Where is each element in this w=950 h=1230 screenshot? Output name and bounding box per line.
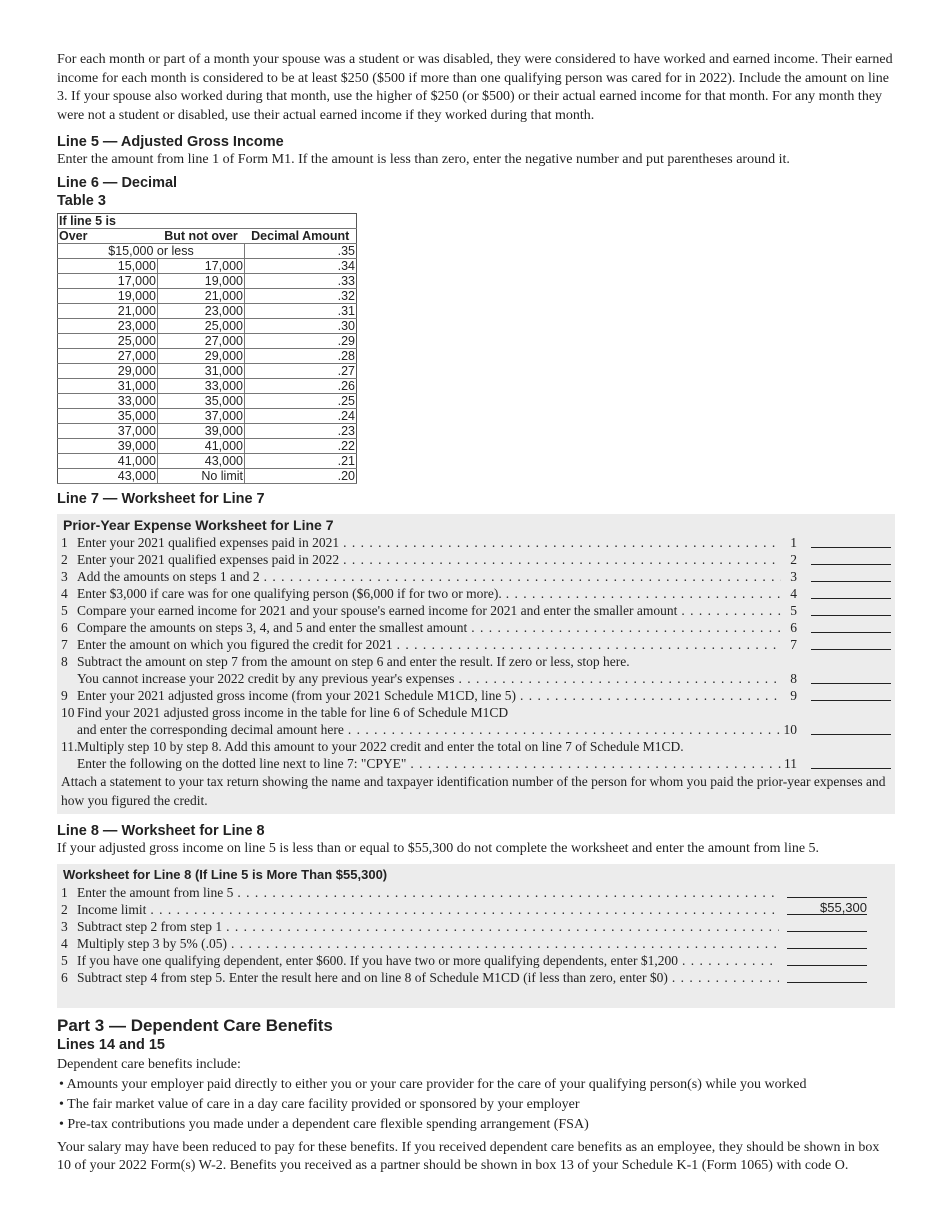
step-text-continued: You cannot increase your 2022 credit by any previous year's expenses — [77, 670, 455, 686]
worksheet-step — [61, 901, 867, 918]
but-not-over-cell: 39,000 — [158, 423, 245, 438]
step-text: If you have one qualifying dependent, enter $600. If you have two or more qualifying dependents, enter $1,200 — [77, 953, 678, 968]
step-number: 2 — [61, 902, 68, 917]
decimal-cell: .33 — [245, 273, 357, 288]
dot-leader — [467, 619, 781, 636]
dot-leader — [146, 901, 779, 918]
over-cell: 23,000 — [58, 318, 158, 333]
worksheet-step — [61, 602, 891, 619]
amount-field[interactable] — [811, 569, 891, 582]
table-row — [58, 393, 357, 408]
worksheet-step — [61, 952, 867, 969]
step-text: Income limit — [77, 902, 147, 917]
worksheet-title: Prior-Year Expense Worksheet for Line 7 — [63, 516, 334, 533]
decimal-cell: .23 — [245, 423, 357, 438]
part3-intro: Dependent care benefits include: — [57, 1057, 241, 1072]
dot-leader — [678, 952, 779, 969]
line-number: 5 — [790, 602, 797, 618]
first-row-decimal: .35 — [245, 243, 357, 258]
list-item: • The fair market value of care in a day care facility provided or sponsored by your employer — [57, 1095, 895, 1115]
worksheet-step — [61, 636, 891, 653]
worksheet-step — [61, 918, 867, 935]
step-text: Multiply step 3 by 5% (.05) — [77, 936, 227, 951]
decimal-cell: .29 — [245, 333, 357, 348]
but-not-over-cell: 19,000 — [158, 273, 245, 288]
over-cell: 37,000 — [58, 423, 158, 438]
decimal-cell: .31 — [245, 303, 357, 318]
but-not-over-cell: 23,000 — [158, 303, 245, 318]
step-text: Enter your 2021 qualified expenses paid in 2021 — [77, 534, 340, 550]
amount-field[interactable] — [787, 936, 867, 949]
amount-field[interactable] — [811, 620, 891, 633]
worksheet-step-continued — [61, 755, 891, 772]
over-cell: 43,000 — [58, 468, 158, 483]
worksheet-step — [61, 884, 867, 901]
but-not-over-cell: 35,000 — [158, 393, 245, 408]
amount-field[interactable] — [787, 953, 867, 966]
worksheet-step — [61, 969, 867, 986]
step-text: Compare the amounts on steps 3, 4, and 5 and enter the smallest amount — [77, 619, 468, 635]
but-not-over-cell: 17,000 — [158, 258, 245, 273]
amount-field[interactable] — [811, 637, 891, 650]
but-not-over-cell: 33,000 — [158, 378, 245, 393]
line-number: 1 — [790, 534, 797, 550]
line-number: 9 — [790, 687, 797, 703]
step-text: Enter your 2021 qualified expenses paid in 2022 — [77, 551, 340, 567]
decimal-cell: .21 — [245, 453, 357, 468]
step-text: Subtract the amount on step 7 from the amount on step 6 and enter the result. If zero or less, stop here. — [77, 653, 630, 669]
table-row — [58, 378, 357, 393]
table3-title: Table 3 — [57, 192, 106, 209]
but-not-over-cell: 37,000 — [158, 408, 245, 423]
amount-field[interactable]: $55,300 — [787, 902, 867, 915]
dot-leader — [502, 585, 781, 602]
table-row — [58, 273, 357, 288]
table-row — [58, 408, 357, 423]
amount-field[interactable] — [811, 688, 891, 701]
dot-leader — [516, 687, 781, 704]
amount-field[interactable] — [787, 970, 867, 983]
table-caption: If line 5 is — [58, 213, 357, 228]
part3-heading: Part 3 — Dependent Care Benefits — [57, 1016, 333, 1035]
step-text: Compare your earned income for 2021 and your spouse's earned income for 2021 and enter the smaller amount — [77, 602, 678, 618]
amount-field[interactable] — [811, 603, 891, 616]
line8-text: If your adjusted gross income on line 5 is less than or equal to $55,300 do not complete the worksheet and enter the amount from line 5. — [57, 840, 820, 856]
line-number: 6 — [790, 619, 797, 635]
over-cell: 33,000 — [58, 393, 158, 408]
over-cell: 25,000 — [58, 333, 158, 348]
but-not-over-cell: 43,000 — [158, 453, 245, 468]
col-header-over: Over — [58, 228, 158, 243]
step-text-continued: and enter the corresponding decimal amount here — [77, 721, 344, 737]
worksheet-step — [61, 551, 891, 568]
decimal-cell: .22 — [245, 438, 357, 453]
dot-leader — [339, 551, 781, 568]
worksheet-step-continued — [61, 670, 891, 687]
dot-leader — [406, 755, 781, 772]
table-row — [58, 363, 357, 378]
table-row — [58, 288, 357, 303]
line7-heading: Line 7 — Worksheet for Line 7 — [57, 490, 265, 507]
part3-subheading: Lines 14 and 15 — [57, 1037, 165, 1053]
step-number: 3 — [61, 919, 68, 934]
table-row — [58, 333, 357, 348]
worksheet-step — [61, 653, 891, 670]
table-row — [58, 423, 357, 438]
step-text: Enter your 2021 adjusted gross income (from your 2021 Schedule M1CD, line 5) — [77, 687, 517, 703]
worksheet-step — [61, 704, 891, 721]
line8-worksheet — [57, 864, 895, 1008]
amount-field[interactable] — [811, 552, 891, 565]
decimal-cell: .32 — [245, 288, 357, 303]
worksheet-step — [61, 935, 867, 952]
col-header-but-not-over: But not over — [158, 228, 245, 243]
benefits-list — [57, 1075, 895, 1135]
list-item: • Amounts your employer paid directly to either you or your care provider for the care of your qualifying person(s) while you worked — [57, 1075, 895, 1095]
decimal-cell: .34 — [245, 258, 357, 273]
decimal-cell: .25 — [245, 393, 357, 408]
table-row — [58, 258, 357, 273]
but-not-over-cell: 29,000 — [158, 348, 245, 363]
list-item: • Pre-tax contributions you made under a dependent care flexible spending arrangement (FSA) — [57, 1115, 895, 1135]
over-cell: 35,000 — [58, 408, 158, 423]
but-not-over-cell: 41,000 — [158, 438, 245, 453]
dot-leader — [393, 636, 781, 653]
step-number: 9 — [61, 687, 68, 703]
line-number: 10 — [783, 721, 797, 737]
step-number: 5 — [61, 602, 68, 618]
over-cell: 41,000 — [58, 453, 158, 468]
dot-leader — [344, 721, 781, 738]
amount-field[interactable] — [811, 586, 891, 599]
over-cell: 31,000 — [58, 378, 158, 393]
decimal-cell: .26 — [245, 378, 357, 393]
step-text: Enter $3,000 if care was for one qualifying person ($6,000 if for two or more). — [77, 585, 502, 601]
over-cell: 27,000 — [58, 348, 158, 363]
worksheet-title: Worksheet for Line 8 (If Line 5 is More Than $55,300) — [63, 867, 388, 882]
amount-field[interactable] — [811, 535, 891, 548]
col-header-decimal: Decimal Amount — [245, 228, 357, 243]
line-number: 3 — [790, 568, 797, 584]
dot-leader — [677, 602, 781, 619]
step-number: 6 — [61, 619, 68, 635]
step-number: 2 — [61, 551, 68, 567]
dot-leader — [233, 884, 779, 901]
part3-closing: Your salary may have been reduced to pay for these benefits. If you received dependent care benefits as an employee, they should be shown in box 10 of your 2022 Form(s) W-2. Benefits you received as a partner should be shown in box 13 of your Schedule K-1 (Form 1065) with code O. — [57, 1139, 880, 1173]
line8-heading: Line 8 — Worksheet for Line 8 — [57, 822, 265, 839]
over-cell: 29,000 — [58, 363, 158, 378]
decimal-table — [57, 213, 357, 484]
step-text: Enter the amount on which you figured the credit for 2021 — [77, 636, 393, 652]
amount-field[interactable] — [811, 671, 891, 684]
amount-field[interactable] — [811, 756, 891, 769]
line-number: 2 — [790, 551, 797, 567]
but-not-over-cell: 25,000 — [158, 318, 245, 333]
over-cell: 15,000 — [58, 258, 158, 273]
line-number: 7 — [790, 636, 797, 652]
but-not-over-cell: No limit — [158, 468, 245, 483]
over-cell: 39,000 — [58, 438, 158, 453]
intro-paragraph: For each month or part of a month your spouse was a student or was disabled, they were considered to have worked and earned income. Their earned income for each month is considered to be at least $250 ($500 if more than one qualifying person was cared for in 2022). Include the amount on line 3. If your spouse also worked during that month, use the higher of $250 (or $500) or their actual earned income for that month. For any month they were not a student or disabled, use their actual earned income if they worked during that month. — [57, 52, 893, 123]
worksheet-step — [61, 619, 891, 636]
line5-text: Enter the amount from line 1 of Form M1. If the amount is less than zero, enter the negative number and put parentheses around it. — [57, 152, 790, 167]
table-row — [58, 303, 357, 318]
dot-leader — [227, 935, 779, 952]
dot-leader — [222, 918, 779, 935]
table-row — [58, 438, 357, 453]
over-cell: 19,000 — [58, 288, 158, 303]
dot-leader — [339, 534, 781, 551]
first-row-range: $15,000 or less — [58, 243, 245, 258]
step-text: Find your 2021 adjusted gross income in the table for line 6 of Schedule M1CD — [77, 704, 509, 720]
but-not-over-cell: 27,000 — [158, 333, 245, 348]
step-number: 11. — [61, 738, 78, 754]
prior-year-worksheet — [57, 514, 895, 814]
worksheet-step — [61, 585, 891, 602]
line6-heading: Line 6 — Decimal — [57, 174, 178, 191]
step-text: Add the amounts on steps 1 and 2 — [77, 568, 260, 584]
table-row — [58, 318, 357, 333]
step-number: 7 — [61, 636, 68, 652]
dot-leader — [668, 969, 779, 986]
line-number: 8 — [790, 670, 797, 686]
worksheet-step — [61, 534, 891, 551]
dot-leader — [260, 568, 781, 585]
step-text: Enter the amount from line 5 — [77, 885, 234, 900]
decimal-cell: .24 — [245, 408, 357, 423]
amount-field[interactable] — [811, 722, 891, 735]
worksheet-step — [61, 568, 891, 585]
amount-field[interactable] — [787, 919, 867, 932]
worksheet-note: Attach a statement to your tax return showing the name and taxpayer identification number of the person for whom you paid the prior-year expenses and how you figured the credit. — [61, 773, 886, 808]
step-number: 10 — [61, 704, 75, 720]
decimal-cell: .27 — [245, 363, 357, 378]
worksheet-step-continued — [61, 721, 891, 738]
table-row — [58, 453, 357, 468]
table-row — [58, 348, 357, 363]
decimal-cell: .28 — [245, 348, 357, 363]
step-number: 3 — [61, 568, 68, 584]
table-row — [58, 468, 357, 483]
step-text-continued: Enter the following on the dotted line next to line 7: "CPYE" — [77, 755, 407, 771]
step-text: Multiply step 10 by step 8. Add this amount to your 2022 credit and enter the total on line 7 of Schedule M1CD. — [77, 738, 684, 754]
step-number: 8 — [61, 653, 68, 669]
step-number: 6 — [61, 970, 68, 985]
dot-leader — [454, 670, 781, 687]
step-number: 5 — [61, 953, 68, 968]
but-not-over-cell: 31,000 — [158, 363, 245, 378]
amount-field[interactable] — [787, 885, 867, 898]
line5-heading: Line 5 — Adjusted Gross Income — [57, 134, 284, 150]
decimal-cell: .30 — [245, 318, 357, 333]
step-number: 4 — [61, 936, 68, 951]
step-number: 4 — [61, 585, 68, 601]
step-text: Subtract step 4 from step 5. Enter the result here and on line 8 of Schedule M1CD (if less than zero, enter $0) — [77, 970, 668, 985]
decimal-cell: .20 — [245, 468, 357, 483]
step-number: 1 — [61, 534, 68, 550]
worksheet-step — [61, 687, 891, 704]
worksheet-step — [61, 738, 891, 755]
step-number: 1 — [61, 885, 68, 900]
but-not-over-cell: 21,000 — [158, 288, 245, 303]
over-cell: 21,000 — [58, 303, 158, 318]
line-number: 4 — [790, 585, 797, 601]
line-number: 11 — [784, 755, 797, 771]
step-text: Subtract step 2 from step 1 — [77, 919, 223, 934]
over-cell: 17,000 — [58, 273, 158, 288]
